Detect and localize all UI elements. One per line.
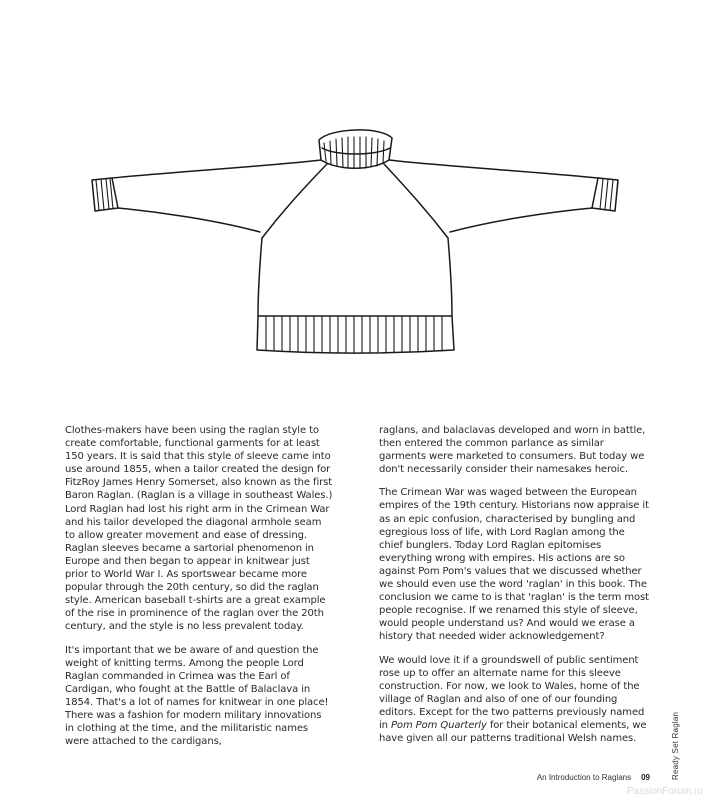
paragraph-text: for their botanical elements, we have given all our patterns traditional Welsh names. bbox=[379, 719, 647, 745]
page-footer bbox=[420, 773, 650, 782]
paragraph: raglans, and balaclavas developed and worn in battle, then entered the common parlance as similar garments were marketed to consumers. But today we don't necessarily consider their namesakes heroic. bbox=[379, 425, 646, 476]
paragraph-text: We would love it if a groundswell of public sentiment rose up to offer an alternate name for this sleeve construction. For now, we look to Wales, home of the village of Raglan and also of one of our founding editors. Except for the two patterns previously named in bbox=[379, 654, 645, 731]
watermark: PassionForum.ru bbox=[626, 786, 703, 797]
paragraph: It's important that we be aware of and question the weight of knitting terms. Among the people Lord Raglan commanded in Crimea was the Earl of Cardigan, who fought at the Battle of Balaclava in 1854. That's a lot of names for knitwear in one place! There was a fashion for modern military innovations in clothing at the time, and the militaristic names were attached to the cardigans, bbox=[65, 644, 329, 748]
paragraph: The Crimean War was waged between the European empires of the 19th century. Historians now appraise it as an epic confusion, characterised by bungling and egregious loss of life, with Lord Raglan among the chief bunglers. Today Lord Raglan epitomises everything wrong with empires. His actions are so against Pom Pom's values that we discussed whether we should even use the word 'raglan' in this book. The conclusion we came to is that 'raglan' is the term most people recognise. If we renamed this style of sleeve, would people understand us? And would we erase a history that needed wider acknowledgement? bbox=[379, 487, 649, 643]
publication-title: Pom Pom Quarterly bbox=[391, 719, 487, 731]
page-number: 09 bbox=[641, 773, 650, 782]
paragraph: Clothes-makers have been using the raglan style to create comfortable, functional garments for at least 150 years. It is said that this style of sleeve came into use around 1855, when a tailor created the design for FitzRoy James Henry Somerset, also known as the first Baron Raglan. (Raglan is a village in southeast Wales.) Lord Raglan had lost his right arm in the Crimean War and his tailor developed the diagonal armhole seam to allow greater movement and ease of dressing. Raglan sleeves became a sartorial phenomenon in Europe and then began to appear in knitwear just prior to World War I. As sportswear became more popular through the 20th century, so did the raglan style. American baseball t-shirts are a great example of the rise in prominence of the raglan over the 20th century, and the style is no less prevalent today. bbox=[65, 425, 333, 633]
chapter-sidebar-label: Ready Set Raglan bbox=[671, 711, 680, 780]
body-text-right-column bbox=[379, 424, 649, 745]
footer-chapter-title: An Introduction to Raglans bbox=[536, 773, 632, 782]
paragraph bbox=[379, 654, 649, 746]
body-text-left-column bbox=[65, 424, 333, 748]
